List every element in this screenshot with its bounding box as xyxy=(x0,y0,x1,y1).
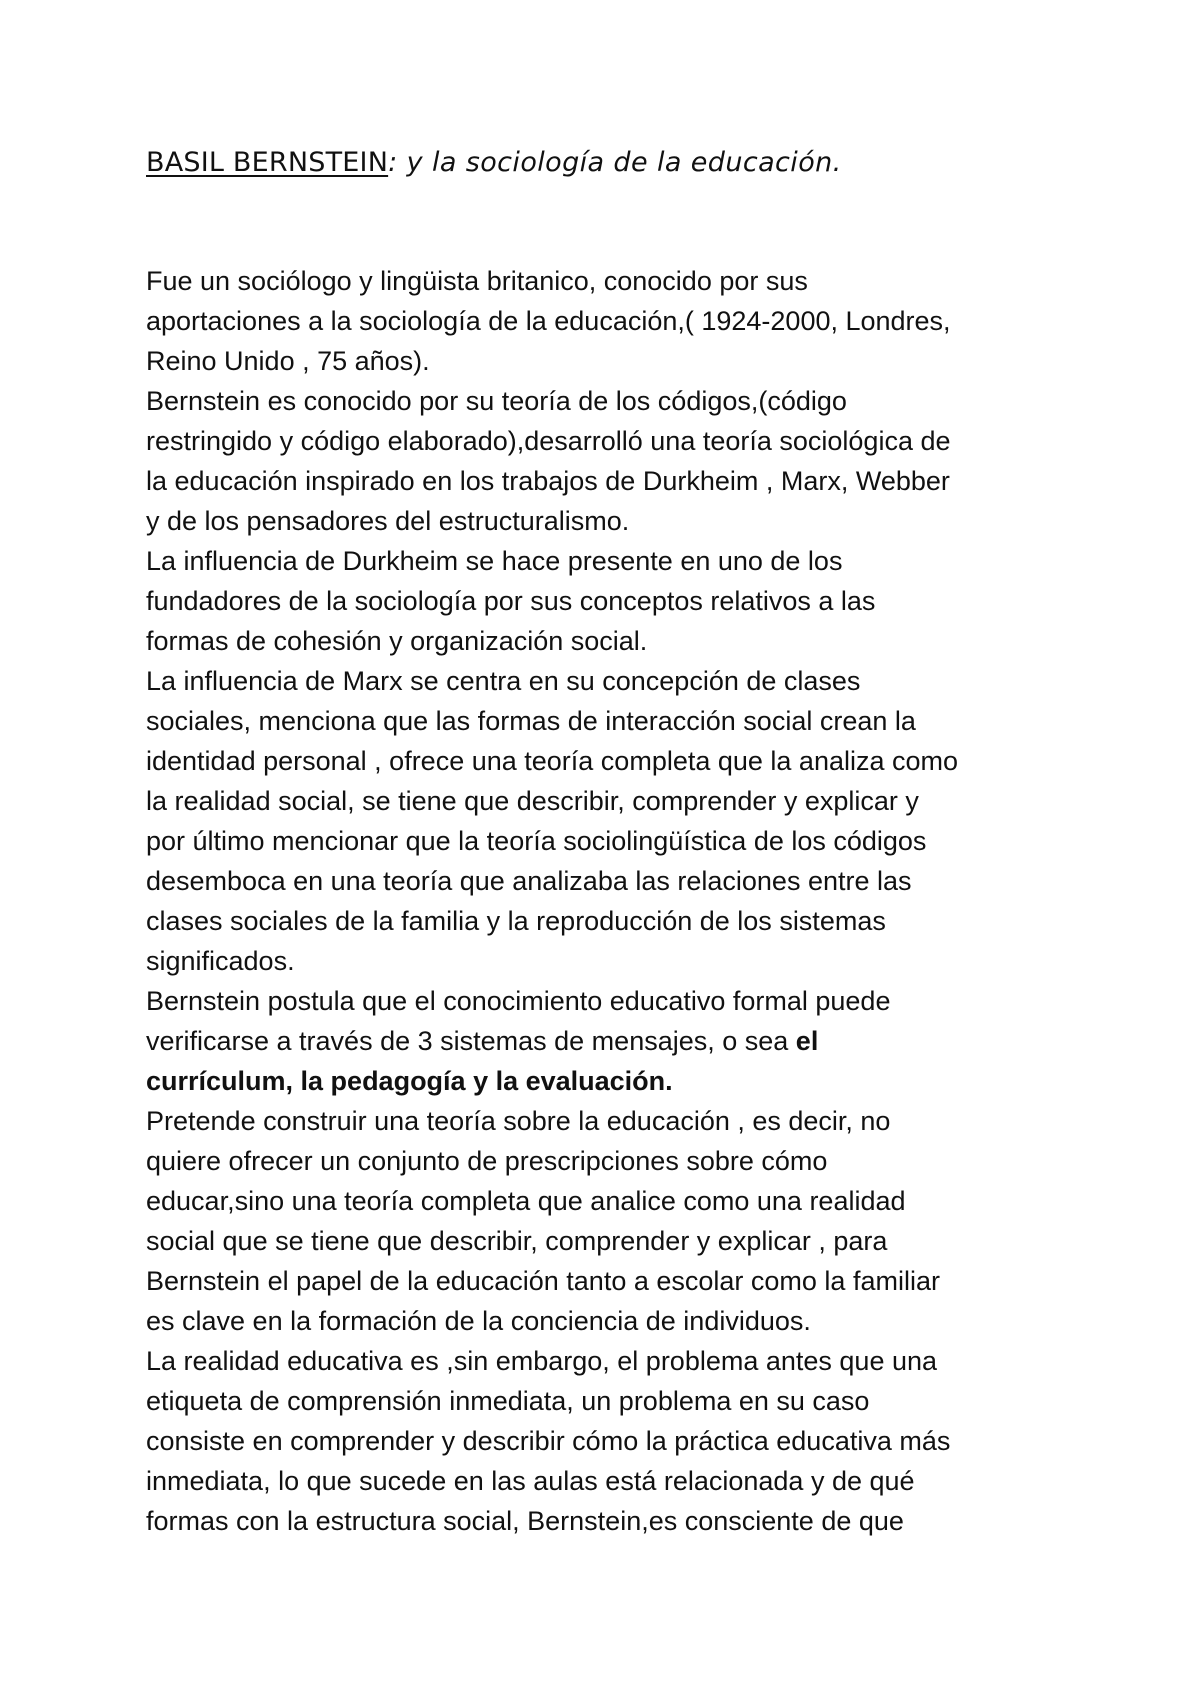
text-line: La influencia de Durkheim se hace presente en uno de los xyxy=(146,546,843,576)
text-line: etiqueta de comprensión inmediata, un problema en su caso xyxy=(146,1386,870,1416)
text-line: restringido y código elaborado),desarrolló una teoría sociológica de xyxy=(146,426,951,456)
text-line: quiere ofrecer un conjunto de prescripciones sobre cómo xyxy=(146,1146,828,1176)
text-line: significados. xyxy=(146,946,295,976)
text-line: y de los pensadores del estructuralismo. xyxy=(146,506,630,536)
bold-text-segment: el xyxy=(795,1026,819,1056)
text-line: educar,sino una teoría completa que analice como una realidad xyxy=(146,1186,906,1216)
text-line: consiste en comprender y describir cómo la práctica educativa más xyxy=(146,1426,951,1456)
text-line: Reino Unido , 75 años). xyxy=(146,346,430,376)
text-line: Fue un sociólogo y lingüista britanico, conocido por sus xyxy=(146,266,808,296)
text-line: fundadores de la sociología por sus conceptos relativos a las xyxy=(146,586,876,616)
text-line: la realidad social, se tiene que describir, comprender y explicar y xyxy=(146,786,919,816)
document-title xyxy=(146,143,842,183)
text-line: La influencia de Marx se centra en su concepción de clases xyxy=(146,666,861,696)
text-line: clases sociales de la familia y la reproducción de los sistemas xyxy=(146,906,886,936)
text-line: desemboca en una teoría que analizaba las relaciones entre las xyxy=(146,866,912,896)
bold-text-line: currículum, la pedagogía y la evaluación. xyxy=(146,1066,673,1096)
text-line: Pretende construir una teoría sobre la educación , es decir, no xyxy=(146,1106,891,1136)
title-author-name: BASIL BERNSTEIN xyxy=(146,147,389,178)
text-line: Bernstein el papel de la educación tanto a escolar como la familiar xyxy=(146,1266,940,1296)
text-line: La realidad educativa es ,sin embargo, el problema antes que una xyxy=(146,1346,938,1376)
text-line: sociales, menciona que las formas de interacción social crean la xyxy=(146,706,916,736)
text-segment: verificarse a través de 3 sistemas de mensajes, o sea xyxy=(146,1026,796,1056)
document-body xyxy=(146,261,1086,1541)
text-line: identidad personal , ofrece una teoría completa que la analiza como xyxy=(146,746,959,776)
text-line: aportaciones a la sociología de la educación,( 1924-2000, Londres, xyxy=(146,306,951,336)
text-line: inmediata, lo que sucede en las aulas está relacionada y de qué xyxy=(146,1466,915,1496)
text-line xyxy=(146,1021,1086,1061)
text-line: Bernstein postula que el conocimiento educativo formal puede xyxy=(146,986,891,1016)
text-line: Bernstein es conocido por su teoría de los códigos,(código xyxy=(146,386,847,416)
text-line: la educación inspirado en los trabajos de Durkheim , Marx, Webber xyxy=(146,466,950,496)
text-line: por último mencionar que la teoría sociolingüística de los códigos xyxy=(146,826,927,856)
text-line: formas de cohesión y organización social. xyxy=(146,626,648,656)
text-line: formas con la estructura social, Bernstein,es consciente de que xyxy=(146,1506,904,1536)
title-subject: : y la sociología de la educación. xyxy=(388,147,842,178)
text-line: social que se tiene que describir, comprender y explicar , para xyxy=(146,1226,888,1256)
text-line: es clave en la formación de la conciencia de individuos. xyxy=(146,1306,811,1336)
